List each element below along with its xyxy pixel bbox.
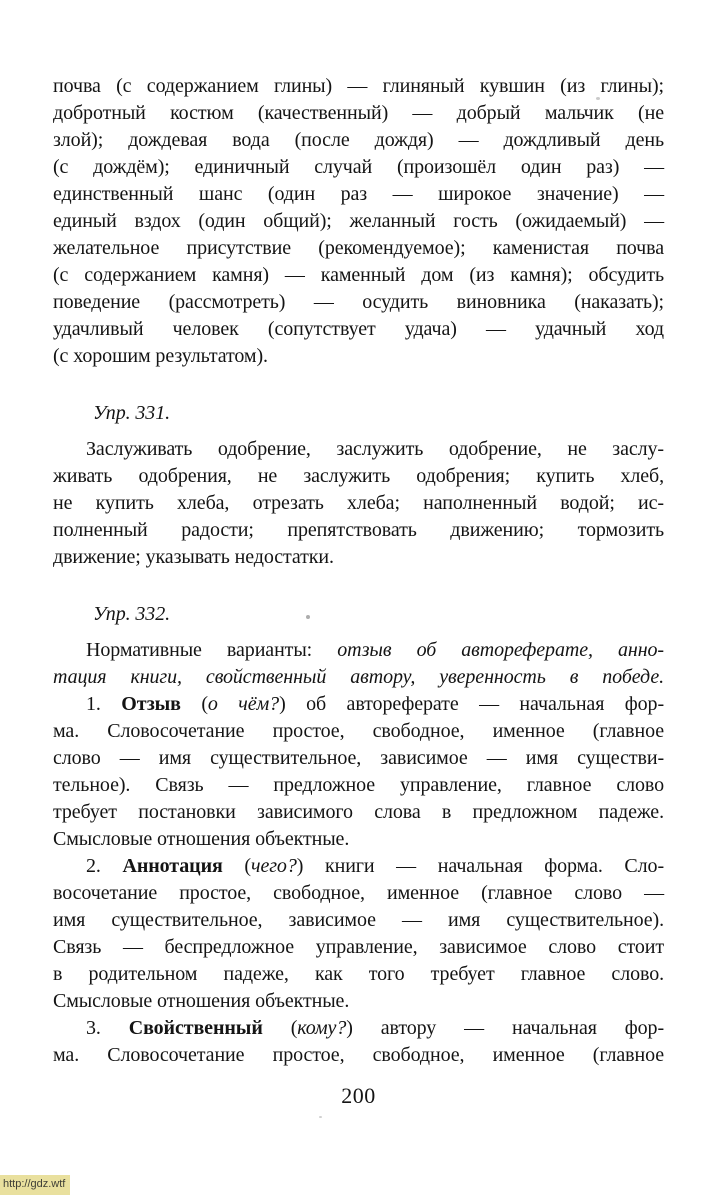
text-line xyxy=(53,718,664,745)
text-line xyxy=(53,853,664,880)
text-run: (с содержанием камня) — каменный дом (из камня); обсудить xyxy=(53,264,664,286)
text-run: не купить хлеба, отрезать хлеба; наполненный водой; ис- xyxy=(53,492,664,514)
text-run: ) книги — начальная форма. Сло- xyxy=(296,855,665,877)
text-run: Связь — беспредложное управление, зависимое слово стоит xyxy=(53,936,664,958)
text-run: движение; указывать недостатки. xyxy=(53,546,334,568)
text-line xyxy=(53,73,664,100)
text-run: добротный костюм (качественный) — добрый мальчик (не xyxy=(53,102,664,124)
text-run: (с дождём); единичный случай (произошёл один раз) — xyxy=(53,156,664,178)
text-line xyxy=(53,343,664,370)
text-line xyxy=(53,262,664,289)
scan-speck xyxy=(306,615,310,619)
text-run: полненный радости; препятствовать движению; тормозить xyxy=(53,519,664,541)
text-line xyxy=(53,664,664,691)
text-line xyxy=(53,154,664,181)
text-run: 3. xyxy=(86,1017,129,1039)
page-number: 200 xyxy=(341,1083,376,1108)
text-run: восочетание простое, свободное, именное (главное слово — xyxy=(53,882,664,904)
text-run: Свойственный xyxy=(128,1017,263,1039)
text-run: Смысловые отношения объектные. xyxy=(53,828,350,850)
watermark-url: http://gdz.wtf xyxy=(0,1175,70,1195)
text-run: 2. xyxy=(86,855,123,877)
text-run: Нормативные варианты: xyxy=(86,639,338,661)
text-run: о чём? xyxy=(207,693,280,715)
text-run: живать одобрения, не заслужить одобрения; купить хлеб, xyxy=(53,465,664,487)
text-run: тация книги, свойственный автору, уверенность в победе. xyxy=(53,666,664,688)
text-line xyxy=(53,880,664,907)
text-line xyxy=(53,745,664,772)
text-run: ма. Словосочетание простое, свободное, именное (главное xyxy=(53,720,664,742)
text-line xyxy=(53,799,664,826)
text-line xyxy=(53,826,664,853)
paragraph xyxy=(53,637,664,691)
text-run: требует постановки зависимого слова в предложном падеже. xyxy=(53,801,664,823)
text-line xyxy=(53,961,664,988)
text-run: Отзыв xyxy=(121,693,181,715)
text-run: желательное присутствие (рекомендуемое); каменистая почва xyxy=(53,237,664,259)
text-line xyxy=(53,637,664,664)
text-line xyxy=(53,691,664,718)
text-line xyxy=(53,517,664,544)
text-run: Заслуживать одобрение, заслужить одобрение, не заслу- xyxy=(86,438,664,460)
text-line xyxy=(53,100,664,127)
text-run: ма. Словосочетание простое, свободное, именное (главное xyxy=(53,1044,664,1066)
text-run: удачливый человек (сопутствует удача) — удачный ход xyxy=(53,318,664,340)
exercise-heading: Упр. 331. xyxy=(93,402,171,424)
text-run: (с хорошим результатом). xyxy=(53,345,268,367)
text-line xyxy=(53,934,664,961)
paragraph xyxy=(53,853,664,1015)
text-line xyxy=(53,436,664,463)
paragraph xyxy=(53,691,664,853)
text-run: поведение (рассмотреть) — осудить виновника (наказать); xyxy=(53,291,664,313)
text-run: почва (с содержанием глины) — глиняный кувшин (из глины); xyxy=(53,75,664,97)
text-run: слово — имя существительное, зависимое — имя существи- xyxy=(53,747,664,769)
text-line xyxy=(53,772,664,799)
text-column xyxy=(53,73,664,1069)
text-run: чего? xyxy=(251,855,297,877)
text-run: ( xyxy=(222,855,251,877)
text-line xyxy=(53,490,664,517)
text-line xyxy=(53,544,664,571)
text-line xyxy=(53,316,664,343)
text-run: 1. xyxy=(86,693,122,715)
text-run: единственный шанс (один раз — широкое значение) — xyxy=(53,183,664,205)
text-run: Смысловые отношения объектные. xyxy=(53,990,350,1012)
text-line xyxy=(53,463,664,490)
paragraph xyxy=(53,1015,664,1069)
text-run: кому? xyxy=(297,1017,347,1039)
text-line xyxy=(53,289,664,316)
text-run: ) автору — начальная фор- xyxy=(346,1017,665,1039)
text-line xyxy=(53,907,664,934)
text-run: ) об автореферате — начальная фор- xyxy=(279,693,664,715)
text-line xyxy=(53,127,664,154)
text-run: Аннотация xyxy=(122,855,223,877)
text-run: отзыв об автореферате, анно- xyxy=(337,639,664,661)
paragraph xyxy=(53,436,664,571)
text-run: имя существительное, зависимое — имя существительное). xyxy=(53,909,664,931)
scan-speck xyxy=(319,1116,322,1118)
text-run: ( xyxy=(262,1017,298,1039)
text-run: ( xyxy=(180,693,208,715)
scan-speck xyxy=(596,97,600,100)
text-run: тельное). Связь — предложное управление, главное слово xyxy=(53,774,664,796)
text-run: единый вздох (один общий); желанный гость (ожидаемый) — xyxy=(53,210,664,232)
paragraph xyxy=(53,73,664,370)
text-run: в родительном падеже, как того требует главное слово. xyxy=(53,963,664,985)
text-line xyxy=(53,1015,664,1042)
text-line xyxy=(53,208,664,235)
text-line xyxy=(53,1042,664,1069)
text-line xyxy=(53,988,664,1015)
text-line xyxy=(53,181,664,208)
text-run: злой); дождевая вода (после дождя) — дождливый день xyxy=(53,129,664,151)
exercise-heading: Упр. 332. xyxy=(93,603,171,625)
text-line xyxy=(53,235,664,262)
